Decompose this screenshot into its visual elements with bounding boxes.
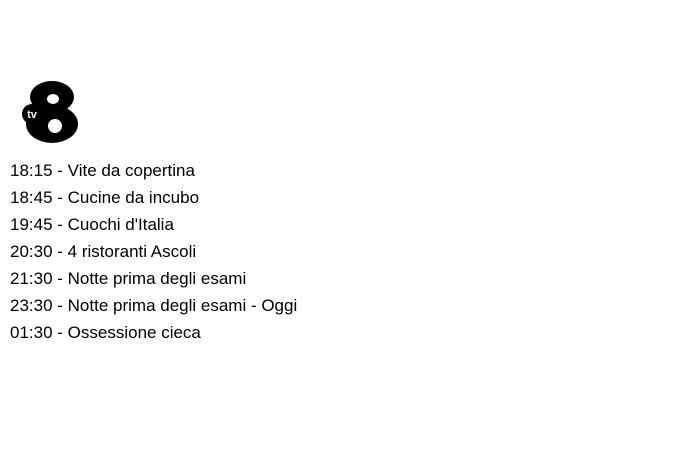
program-time: 19:45 xyxy=(10,215,53,234)
program-time: 21:30 xyxy=(10,269,53,288)
program-time: 20:30 xyxy=(10,242,53,261)
program-schedule xyxy=(10,157,297,346)
separator: - xyxy=(52,296,68,315)
program-time: 23:30 xyxy=(10,296,53,315)
program-time: 01:30 xyxy=(10,323,53,342)
schedule-item xyxy=(10,292,297,319)
separator: - xyxy=(52,161,68,180)
schedule-item xyxy=(10,211,297,238)
separator: - xyxy=(52,323,68,342)
program-title: Cuochi d'Italia xyxy=(67,215,174,234)
separator: - xyxy=(52,242,68,261)
program-title: Notte prima degli esami xyxy=(67,269,247,288)
separator: - xyxy=(52,269,68,288)
program-title: Ossessione cieca xyxy=(67,323,201,342)
schedule-item xyxy=(10,184,297,211)
separator: - xyxy=(52,188,68,207)
schedule-item xyxy=(10,319,297,346)
schedule-item xyxy=(10,157,297,184)
schedule-item xyxy=(10,238,297,265)
tv8-logo xyxy=(21,80,81,144)
separator: - xyxy=(52,215,68,234)
program-title: Vite da copertina xyxy=(67,161,195,180)
program-time: 18:45 xyxy=(10,188,53,207)
tv8-logo-icon xyxy=(21,80,81,144)
logo-prefix: tv xyxy=(27,109,37,121)
program-title: Cucine da incubo xyxy=(67,188,200,207)
schedule-item xyxy=(10,265,297,292)
program-title: 4 ristoranti Ascoli xyxy=(67,242,197,261)
program-time: 18:15 xyxy=(10,161,53,180)
program-title: Notte prima degli esami - Oggi xyxy=(67,296,298,315)
